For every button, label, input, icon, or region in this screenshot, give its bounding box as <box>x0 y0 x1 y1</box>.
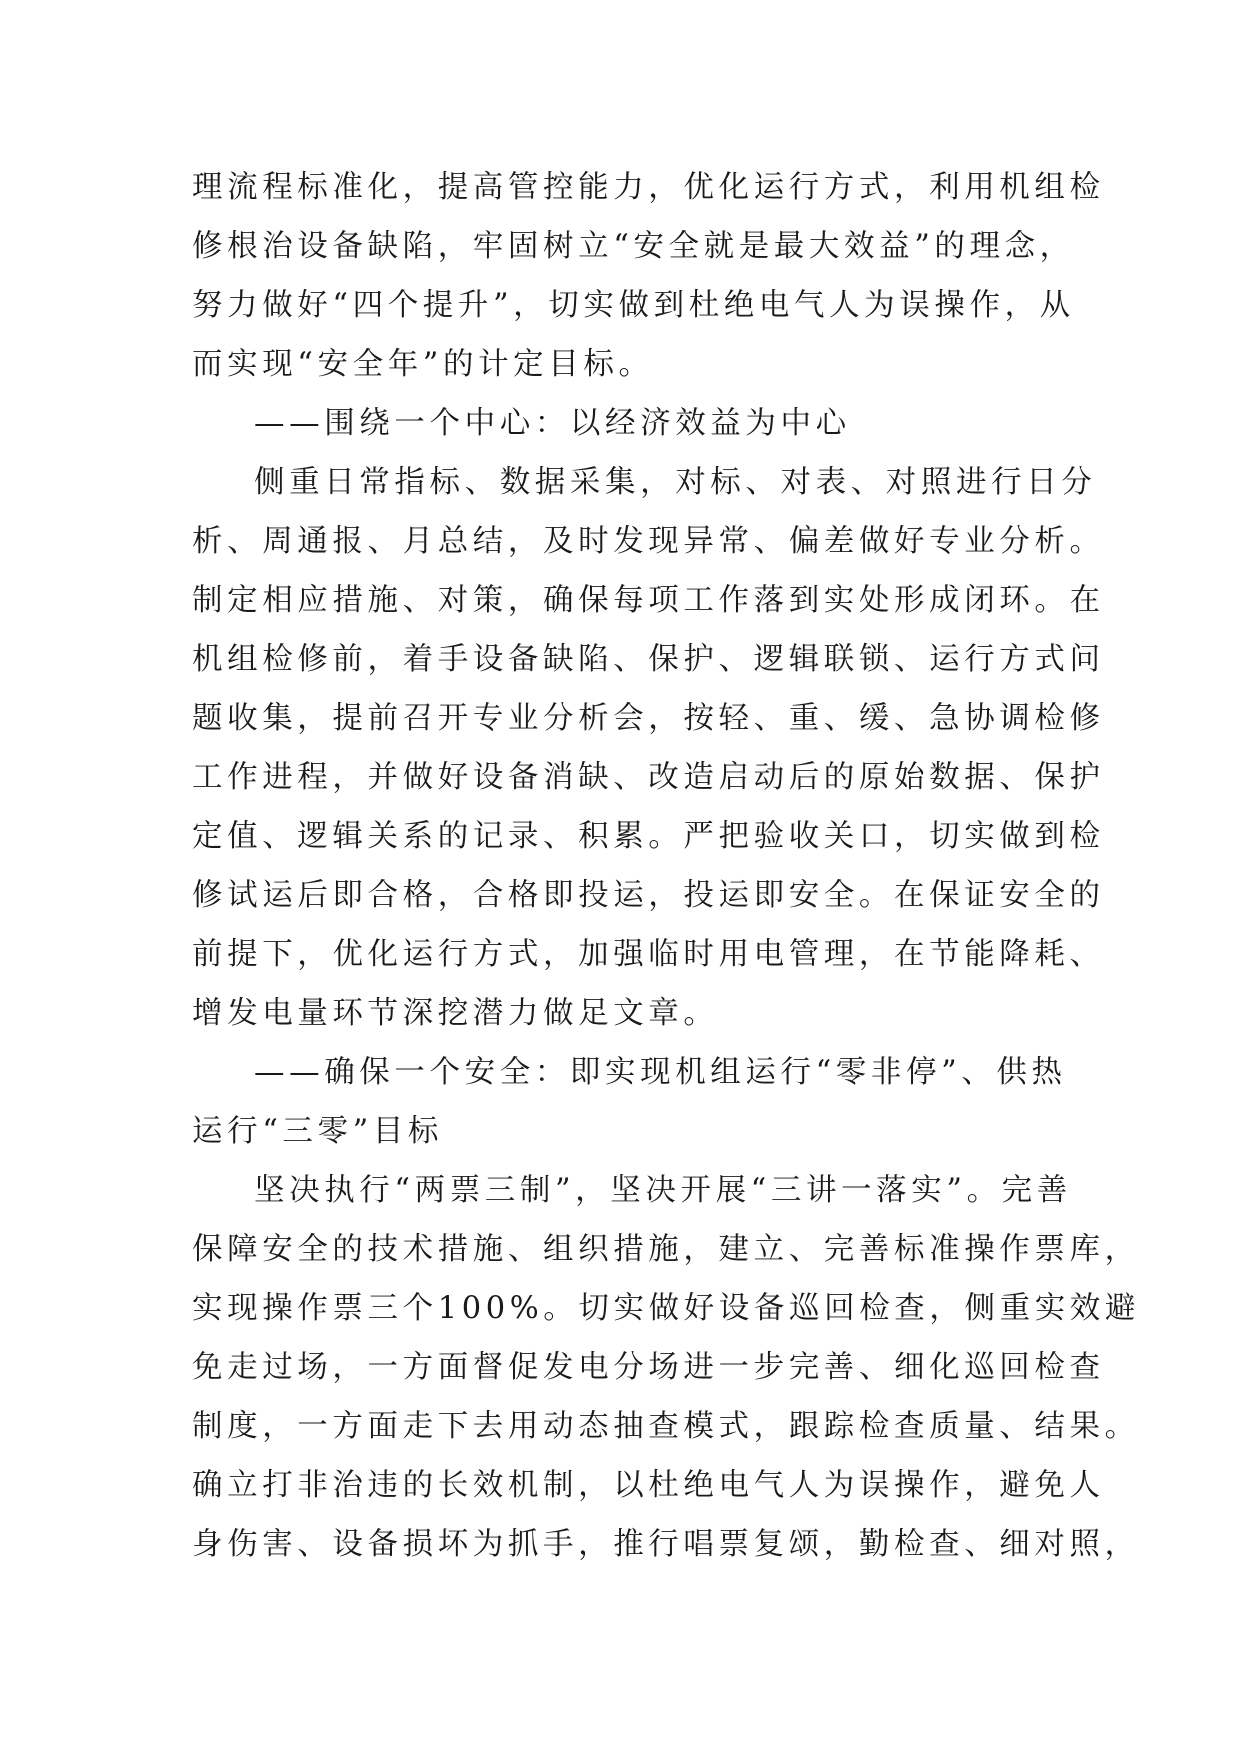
text-line: 免走过场，一方面督促发电分场进一步完善、细化巡回检查 <box>192 1350 1105 1385</box>
text-line: 修试运后即合格，合格即投运，投运即安全。在保证安全的 <box>192 878 1105 913</box>
text-line: 侧重日常指标、数据采集，对标、对表、对照进行日分 <box>254 465 1097 500</box>
text-line: 身伤害、设备损坏为抓手，推行唱票复颂，勤检查、细对照， <box>192 1527 1140 1562</box>
text-line: 机组检修前，着手设备缺陷、保护、逻辑联锁、运行方式问 <box>192 642 1105 677</box>
text-line: 保障安全的技术措施、组织措施，建立、完善标准操作票库， <box>192 1232 1140 1267</box>
text-line: ——围绕一个中心：以经济效益为中心 <box>254 406 851 441</box>
text-line: 制度，一方面走下去用动态抽查模式，跟踪检查质量、结果。 <box>192 1409 1140 1444</box>
text-line: 而实现“安全年”的计定目标。 <box>192 347 654 382</box>
text-line: 制定相应措施、对策，确保每项工作落到实处形成闭环。在 <box>192 583 1105 618</box>
text-line: ——确保一个安全：即实现机组运行“零非停”、供热 <box>254 1055 1067 1090</box>
text-line: 前提下，优化运行方式，加强临时用电管理，在节能降耗、 <box>192 937 1105 972</box>
text-line: 题收集，提前召开专业分析会，按轻、重、缓、急协调检修 <box>192 701 1105 736</box>
text-line: 理流程标准化，提高管控能力，优化运行方式，利用机组检 <box>192 170 1105 205</box>
text-line: 努力做好“四个提升”，切实做到杜绝电气人为误操作，从 <box>192 288 1075 323</box>
text-line: 定值、逻辑关系的记录、积累。严把验收关口，切实做到检 <box>192 819 1105 854</box>
text-line: 增发电量环节深挖潜力做足文章。 <box>192 996 719 1031</box>
document-body <box>192 158 1140 1574</box>
text-line: 坚决执行“两票三制”，坚决开展“三讲一落实”。完善 <box>254 1173 1072 1208</box>
text-line: 工作进程，并做好设备消缺、改造启动后的原始数据、保护 <box>192 760 1105 795</box>
text-line: 确立打非治违的长效机制，以杜绝电气人为误操作，避免人 <box>192 1468 1105 1503</box>
text-line: 实现操作票三个100%。切实做好设备巡回检查，侧重实效避 <box>192 1291 1140 1326</box>
text-line: 析、周通报、月总结，及时发现异常、偏差做好专业分析。 <box>192 524 1105 559</box>
text-line: 运行“三零”目标 <box>192 1114 443 1149</box>
text-line: 修根治设备缺陷，牢固树立“安全就是最大效益”的理念， <box>192 229 1075 264</box>
